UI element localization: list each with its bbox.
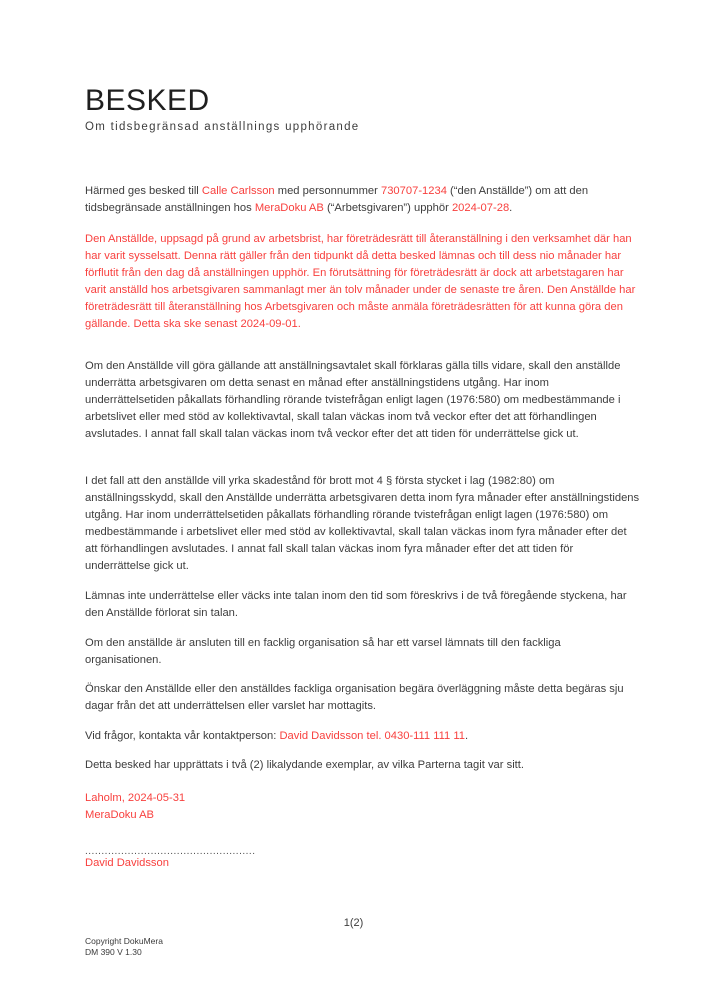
signature-dotted-line: .................................................... <box>85 846 256 857</box>
document-subtitle: Om tidsbegränsad anställnings upphörande <box>85 121 360 133</box>
paragraph-consultation: Önskar den Anställde eller den anställdes fackliga organisation begära överläggning måste detta begäras sju dagar från det att underrättelsen eller varslet har mottagits. <box>85 683 624 712</box>
paragraph-contact <box>85 728 640 745</box>
paragraph-lost-claim: Lämnas inte underrättelse eller väcks inte talan inom den tid som föreskrivs i de två föregående styckena, har den Anställde förlorat sin talan. <box>85 590 627 619</box>
end-date: 2024-07-28 <box>451 202 510 214</box>
copyright-line1: Copyright DokuMera <box>85 936 163 946</box>
paragraph-copies: Detta besked har upprättats i två (2) likalydande exemplar, av vilka Parterna tagit var sitt. <box>85 759 525 771</box>
paragraph-priority-right: Den Anställde, uppsagd på grund av arbetsbrist, har företrädesrätt till återanställning i den verksamhet där han har varit sysselsatt. Denna rätt gäller från den tidpunkt då detta besked lämnas och till dess nio månader har förflutit från den dag då anställningen upphör. En förutsättning för företrädesrätt är dock att arbetstagaren har varit anställd hos arbetsgivaren sammanlagt mer än tolv månader under de senaste tre åren. Den Anställde har företrädesrätt till återanställning hos Arbetsgivaren och måste anmäla företrädesrätten för att kunna göra den gällande. Detta ska ske senast 2024-09-01. <box>85 233 636 330</box>
contact-text: Vid frågor, kontakta vår kontaktperson: <box>85 730 280 742</box>
contact-person-phone: David Davidsson tel. 0430-111 111 11 <box>279 730 465 742</box>
paragraph-damages-claim: I det fall att den anställde vill yrka skadestånd för brott mot 4 § första stycket i lag (1982:80) om anställningsskydd, skall den Anställde underrätta arbetsgivaren detta inom fyra månader efter anställningstidens utgång. Har inom underrättelsetiden påkallats förhandling rörande tvistefrågan enligt lagen (1976:580) om medbestämmande i arbetslivet eller med stöd av kollektivavtal, skall talan väckas inom fyra månader efter det att förhandlingen avslutades. I annat fall skall talan väckas inom fyra månader efter det att tiden för underrättelse gick ut. <box>85 475 640 572</box>
employee-name: Calle Carlsson <box>201 185 275 197</box>
signature-company: MeraDoku AB <box>85 809 155 821</box>
intro-text: med personnummer <box>274 185 381 197</box>
intro-text: . <box>509 202 513 214</box>
paragraph-union-notice: Om den anställde är ansluten till en facklig organisation så har ett varsel lämnats till den fackliga organisationen. <box>85 637 561 666</box>
employer-name: MeraDoku AB <box>254 202 324 214</box>
paragraph-intro <box>85 183 640 217</box>
intro-text: (“den Anställde”) om att den tidsbegränsade anställningen hos <box>85 185 589 214</box>
paragraph-tillsvidare-claim: Om den Anställde vill göra gällande att anställningsavtalet skall förklaras gälla tills vidare, skall den anställde underrätta arbetsgivaren om detta senast en månad efter anställningstidens utgång. Har inom underrättelsetiden påkallats förhandling rörande tvistefrågan enligt lagen (1976:580) om medbestämmande i arbetslivet eller med stöd av kollektivavtal, skall talan väckas inom två veckor efter det att förhandlingen avslutades. I annat fall skall talan väckas inom två veckor efter det att tiden för underrättelse gick ut. <box>85 360 621 440</box>
signature-place-date: Laholm, 2024-05-31 <box>85 792 186 804</box>
page-number: 1(2) <box>343 917 364 929</box>
personal-number: 730707-1234 <box>380 185 447 197</box>
copyright-line2: DM 390 V 1.30 <box>85 946 142 957</box>
document-title: BESKED <box>85 84 210 117</box>
intro-text: (“Arbetsgivaren”) upphör <box>323 202 452 214</box>
intro-text: Härmed ges besked till <box>85 185 202 197</box>
footer-copyright <box>85 936 163 957</box>
contact-text: . <box>465 730 469 742</box>
signature-signer-name: David Davidsson <box>85 857 169 869</box>
